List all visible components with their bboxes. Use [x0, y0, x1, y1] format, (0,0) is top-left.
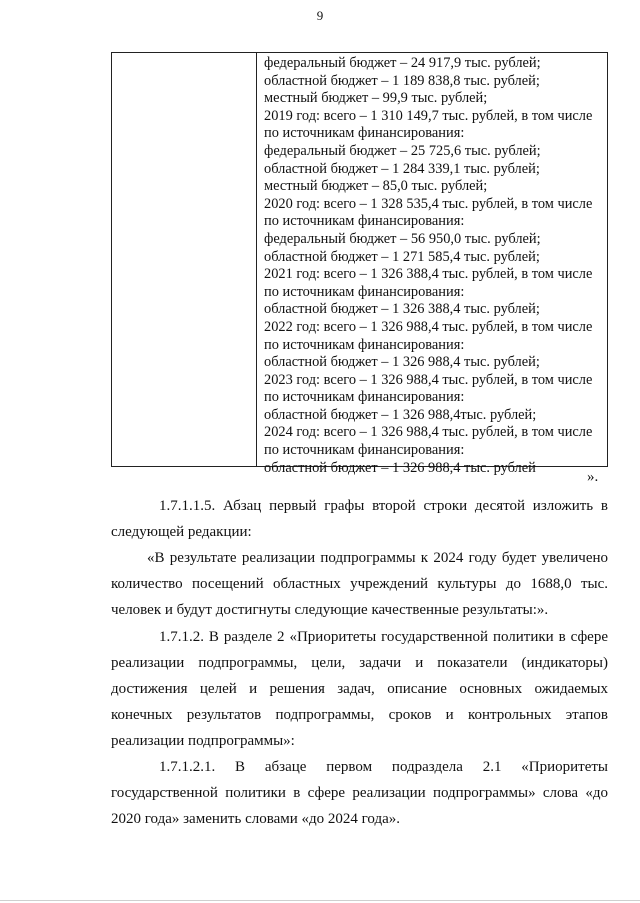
table-line: по источникам финансирования:	[264, 442, 465, 459]
paragraph-line: государственной политики в сфере реализации подпрограммы» слова «до	[111, 785, 608, 801]
table-right-cell	[258, 53, 607, 477]
table-line: областной бюджет – 1 326 988,4 тыс. рублей;	[264, 354, 540, 371]
table-line: областной бюджет – 1 326 388,4 тыс. рублей;	[264, 301, 540, 318]
paragraph-line: достижения целей и решения задач, описание основных ожидаемых	[111, 681, 608, 697]
table-line: областной бюджет – 1 326 988,4тыс. рублей;	[264, 406, 537, 423]
table-line: местный бюджет – 85,0 тыс. рублей;	[264, 178, 488, 195]
funding-table	[111, 52, 608, 476]
paragraph-line: конечных результатов подпрограммы, сроков и контрольных этапов	[111, 707, 608, 723]
paragraph-1-7-1-1-5	[111, 493, 608, 545]
closing-quote: ».	[587, 469, 599, 485]
table-line: 2021 год: всего – 1 326 388,4 тыс. рублей, в том числе	[264, 266, 593, 283]
table-line: по источникам финансирования:	[264, 125, 465, 142]
paragraph-1-7-1-2	[111, 624, 608, 754]
table-line: 2024 год: всего – 1 326 988,4 тыс. рублей, в том числе	[264, 424, 593, 441]
paragraph-line: реализации подпрограммы, цели, задачи и показатели (индикаторы)	[111, 655, 608, 671]
paragraph-line: «В результате реализации подпрограммы к 2024 году будет увеличено	[147, 550, 608, 566]
table-line: по источникам финансирования:	[264, 283, 465, 300]
table-line: федеральный бюджет – 24 917,9 тыс. рублей;	[264, 55, 541, 71]
table-line: 2022 год: всего – 1 326 988,4 тыс. рублей, в том числе	[264, 318, 593, 335]
paragraph-line: человек и будут достигнуты следующие качественные результаты:».	[111, 602, 549, 618]
paragraph-1-7-1-2-1	[111, 754, 608, 832]
table-line: федеральный бюджет – 56 950,0 тыс. рублей;	[264, 230, 541, 247]
paragraph-line: 2020 года» заменить словами «до 2024 года».	[111, 811, 401, 827]
paragraph-line: 1.7.1.2.1. В абзаце первом подраздела 2.1 «Приоритеты	[159, 759, 608, 775]
page-bottom-rule	[0, 900, 640, 901]
table-line: 2019 год: всего – 1 310 149,7 тыс. рублей, в том числе	[264, 107, 593, 124]
table-line: областной бюджет – 1 326 988,4 тыс. рублей	[264, 459, 536, 476]
table-line: по источникам финансирования:	[264, 336, 465, 353]
paragraph-line: 1.7.1.1.5. Абзац первый графы второй строки десятой изложить в	[159, 498, 608, 514]
table-line: местный бюджет – 99,9 тыс. рублей;	[264, 90, 488, 107]
paragraph-line: следующей редакции:	[111, 524, 252, 540]
paragraph-line: количество посещений областных учреждений культуры до 1688,0 тыс.	[111, 576, 608, 592]
table-line: областной бюджет – 1 271 585,4 тыс. рублей;	[264, 248, 540, 265]
page-number: 9	[316, 8, 324, 23]
table-line: по источникам финансирования:	[264, 213, 465, 230]
table-line: 2020 год: всего – 1 328 535,4 тыс. рублей, в том числе	[264, 195, 593, 212]
table-line: областной бюджет – 1 189 838,8 тыс. рублей;	[264, 72, 540, 89]
table-left-cell	[112, 53, 257, 466]
table-line: по источникам финансирования:	[264, 389, 465, 406]
table-line: 2023 год: всего – 1 326 988,4 тыс. рублей, в том числе	[264, 371, 593, 388]
paragraph-line: 1.7.1.2. В разделе 2 «Приоритеты государственной политики в сфере	[159, 629, 608, 645]
table-line: федеральный бюджет – 25 725,6 тыс. рублей;	[264, 142, 541, 159]
table-line: областной бюджет – 1 284 339,1 тыс. рублей;	[264, 160, 540, 177]
paragraph-line: реализации подпрограммы»:	[111, 733, 295, 749]
paragraph-quote-results	[111, 545, 608, 623]
